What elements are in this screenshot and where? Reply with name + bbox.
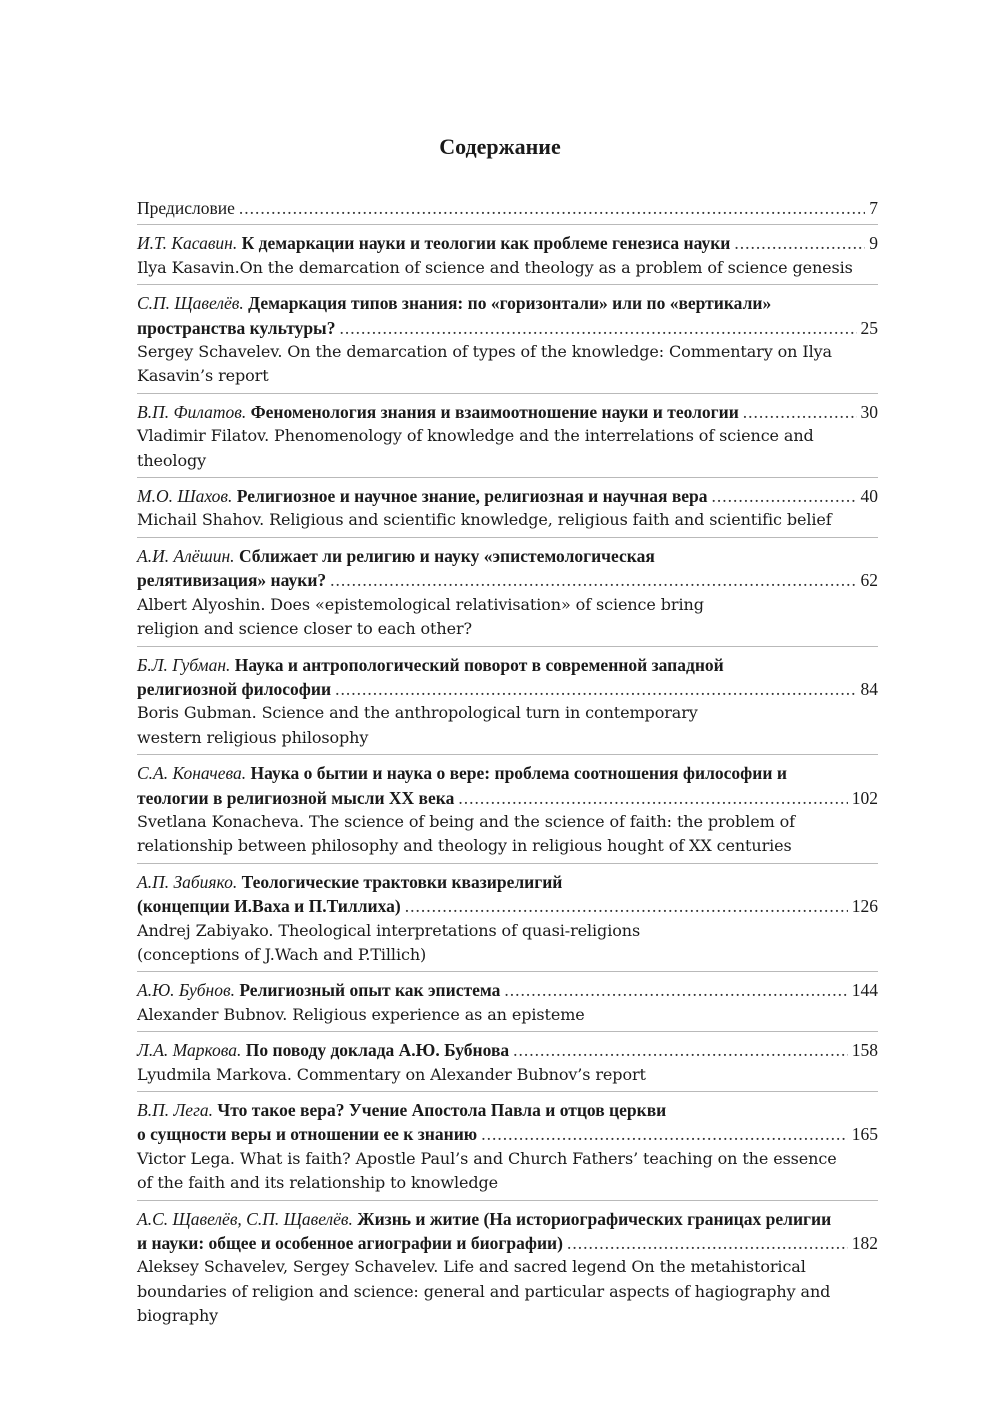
page-number: 165 bbox=[851, 1124, 878, 1145]
table-of-contents bbox=[137, 196, 878, 1339]
entry-title: Что такое вера? Учение Апостола Павла и отцов церкви bbox=[217, 1100, 667, 1120]
english-title: Alexander Bubnov. Religious experience as an episteme bbox=[137, 1004, 585, 1024]
entry-author: А.П. Забияко. bbox=[137, 871, 238, 892]
entry-title: Теологические трактовки квазирелигий bbox=[241, 871, 563, 892]
toc-line bbox=[137, 677, 878, 701]
english-title: Andrej Zabiyako. Theological interpretations of quasi-religions bbox=[137, 920, 641, 940]
entry-title-cont: релятивизация» науки? bbox=[137, 570, 327, 591]
entry-title: К демаркации науки и теологии как проблеме генезиса науки bbox=[241, 233, 731, 254]
entry-title: Наука и антропологический поворот в современной западной bbox=[234, 654, 724, 675]
toc-entry bbox=[137, 1038, 878, 1092]
entry-author: С.П. Щавелёв. bbox=[137, 293, 244, 314]
page-number: 25 bbox=[860, 317, 878, 338]
toc-line bbox=[137, 1038, 878, 1062]
dot-leader bbox=[335, 677, 856, 701]
dot-leader bbox=[481, 1122, 848, 1146]
toc-entry bbox=[137, 978, 878, 1032]
english-title: Aleksey Schavelev, Sergey Schavelev. Life and sacred legend On the metahistorical bbox=[137, 1257, 806, 1277]
english-title-cont: relationship between philosophy and theology in religious hought of XX centuries bbox=[137, 836, 792, 856]
page-number: 84 bbox=[860, 678, 878, 699]
english-title-cont: boundaries of religion and science: general and particular aspects of hagiography and biography bbox=[137, 1281, 831, 1326]
toc-line bbox=[137, 316, 878, 340]
toc-line bbox=[137, 1122, 878, 1146]
entry-author: Б.Л. Губман. bbox=[137, 654, 231, 675]
entry-title: Демаркация типов знания: по «горизонтали» или по «вертикали» bbox=[248, 293, 772, 314]
english-title: Ilya Kasavin.On the demarcation of science and theology as a problem of science genesis bbox=[137, 257, 853, 277]
page-title: Содержание bbox=[439, 134, 561, 159]
toc-entry bbox=[137, 653, 878, 756]
entry-title-cont: (концепции И.Ваха и П.Тиллиха) bbox=[137, 896, 401, 917]
toc-line bbox=[137, 484, 878, 508]
dot-leader bbox=[339, 316, 856, 340]
entry-author: М.О. Шахов. bbox=[137, 486, 233, 507]
dot-leader bbox=[712, 484, 857, 508]
page-number: 40 bbox=[860, 486, 878, 507]
entry-title: Предисловие bbox=[137, 198, 235, 218]
toc-line bbox=[137, 894, 878, 918]
toc-line bbox=[137, 400, 878, 424]
toc-line bbox=[137, 1231, 878, 1255]
entry-author: И.Т. Касавин. bbox=[137, 233, 238, 254]
toc-line bbox=[137, 786, 878, 810]
toc-entry bbox=[137, 484, 878, 538]
toc-line bbox=[137, 568, 878, 592]
english-title: Victor Lega. What is faith? Apostle Paul’s and Church Fathers’ teaching on the essence bbox=[137, 1148, 837, 1168]
page-number: 102 bbox=[851, 787, 878, 808]
page-number: 158 bbox=[851, 1040, 878, 1061]
entry-author: А.И. Алёшин. bbox=[137, 545, 235, 566]
entry-title: Сближает ли религию и науку «эпистемологическая bbox=[238, 545, 655, 566]
english-title-cont: western religious philosophy bbox=[137, 727, 369, 747]
toc-entry bbox=[137, 761, 878, 864]
entry-title: Феноменология знания и взаимоотношение науки и теологии bbox=[250, 401, 739, 422]
english-title: Albert Alyoshin. Does «epistemological relativisation» of science bring bbox=[137, 594, 704, 614]
english-title: Svetlana Konacheva. The science of being and the science of faith: the problem of bbox=[137, 811, 796, 831]
english-title-cont: (conceptions of J.Wach and P.Tillich) bbox=[137, 944, 427, 964]
entry-title-cont: и науки: общее и особенное агиографии и биографии) bbox=[137, 1233, 563, 1254]
dot-leader bbox=[513, 1038, 848, 1062]
entry-author: В.П. Филатов. bbox=[137, 401, 247, 422]
entry-title: По поводу доклада А.Ю. Бубнова bbox=[245, 1040, 510, 1061]
english-title-cont: of the faith and its relationship to knowledge bbox=[137, 1173, 498, 1193]
page-number: 7 bbox=[869, 198, 878, 218]
entry-title: Жизнь и житие (На историографических границах религии bbox=[357, 1208, 832, 1229]
entry-title: Религиозный опыт как эпистема bbox=[239, 980, 501, 1001]
entry-author: А.С. Щавелёв, С.П. Щавелёв. bbox=[137, 1208, 353, 1229]
toc-entry bbox=[137, 1207, 878, 1333]
english-title-cont: religion and science closer to each other? bbox=[137, 619, 472, 639]
english-title-cont: Kasavin’s report bbox=[137, 366, 269, 386]
page-number: 9 bbox=[869, 233, 878, 254]
english-title: Vladimir Filatov. Phenomenology of knowledge and the interrelations of science and theology bbox=[137, 426, 814, 470]
dot-leader bbox=[330, 568, 856, 592]
entry-title-cont: религиозной философии bbox=[137, 678, 332, 699]
english-title: Sergey Schavelev. On the demarcation of types of the knowledge: Commentary on Ilya bbox=[137, 342, 832, 362]
toc-entry bbox=[137, 231, 878, 285]
toc-line bbox=[137, 196, 878, 220]
toc-entry bbox=[137, 870, 878, 973]
dot-leader bbox=[504, 978, 847, 1002]
page-number: 182 bbox=[851, 1233, 878, 1254]
page-number: 30 bbox=[860, 401, 878, 422]
english-title: Boris Gubman. Science and the anthropological turn in contemporary bbox=[137, 703, 698, 723]
page-number: 62 bbox=[860, 570, 878, 591]
dot-leader bbox=[405, 894, 848, 918]
entry-title: Наука о бытии и наука о вере: проблема соотношения философии и bbox=[250, 763, 787, 784]
entry-author: В.П. Лега. bbox=[137, 1100, 214, 1120]
entry-title-cont: о сущности веры и отношении ее к знанию bbox=[137, 1124, 478, 1145]
toc-line bbox=[137, 978, 878, 1002]
entry-author: С.А. Коначева. bbox=[137, 763, 247, 784]
entry-author: Л.А. Маркова. bbox=[137, 1040, 242, 1061]
english-title: Lyudmila Markova. Commentary on Alexander Bubnov’s report bbox=[137, 1064, 646, 1084]
dot-leader bbox=[567, 1231, 848, 1255]
dot-leader bbox=[743, 400, 857, 424]
toc-entry bbox=[137, 544, 878, 647]
dot-leader bbox=[239, 196, 865, 220]
dot-leader bbox=[734, 231, 865, 255]
page-number: 144 bbox=[851, 980, 878, 1001]
dot-leader bbox=[458, 786, 847, 810]
entry-title-cont: теологии в религиозной мысли XX века bbox=[137, 787, 455, 808]
toc-entry-preface bbox=[137, 196, 878, 225]
toc-entry bbox=[137, 1098, 878, 1201]
toc-entry bbox=[137, 291, 878, 394]
page-number: 126 bbox=[851, 896, 878, 917]
toc-line bbox=[137, 231, 878, 255]
entry-author: А.Ю. Бубнов. bbox=[137, 980, 235, 1001]
entry-title-cont: пространства культуры? bbox=[137, 317, 336, 338]
english-title: Michail Shahov. Religious and scientific knowledge, religious faith and scientific belief bbox=[137, 510, 832, 530]
toc-entry bbox=[137, 400, 878, 478]
entry-title: Религиозное и научное знание, религиозная и научная вера bbox=[236, 486, 708, 507]
